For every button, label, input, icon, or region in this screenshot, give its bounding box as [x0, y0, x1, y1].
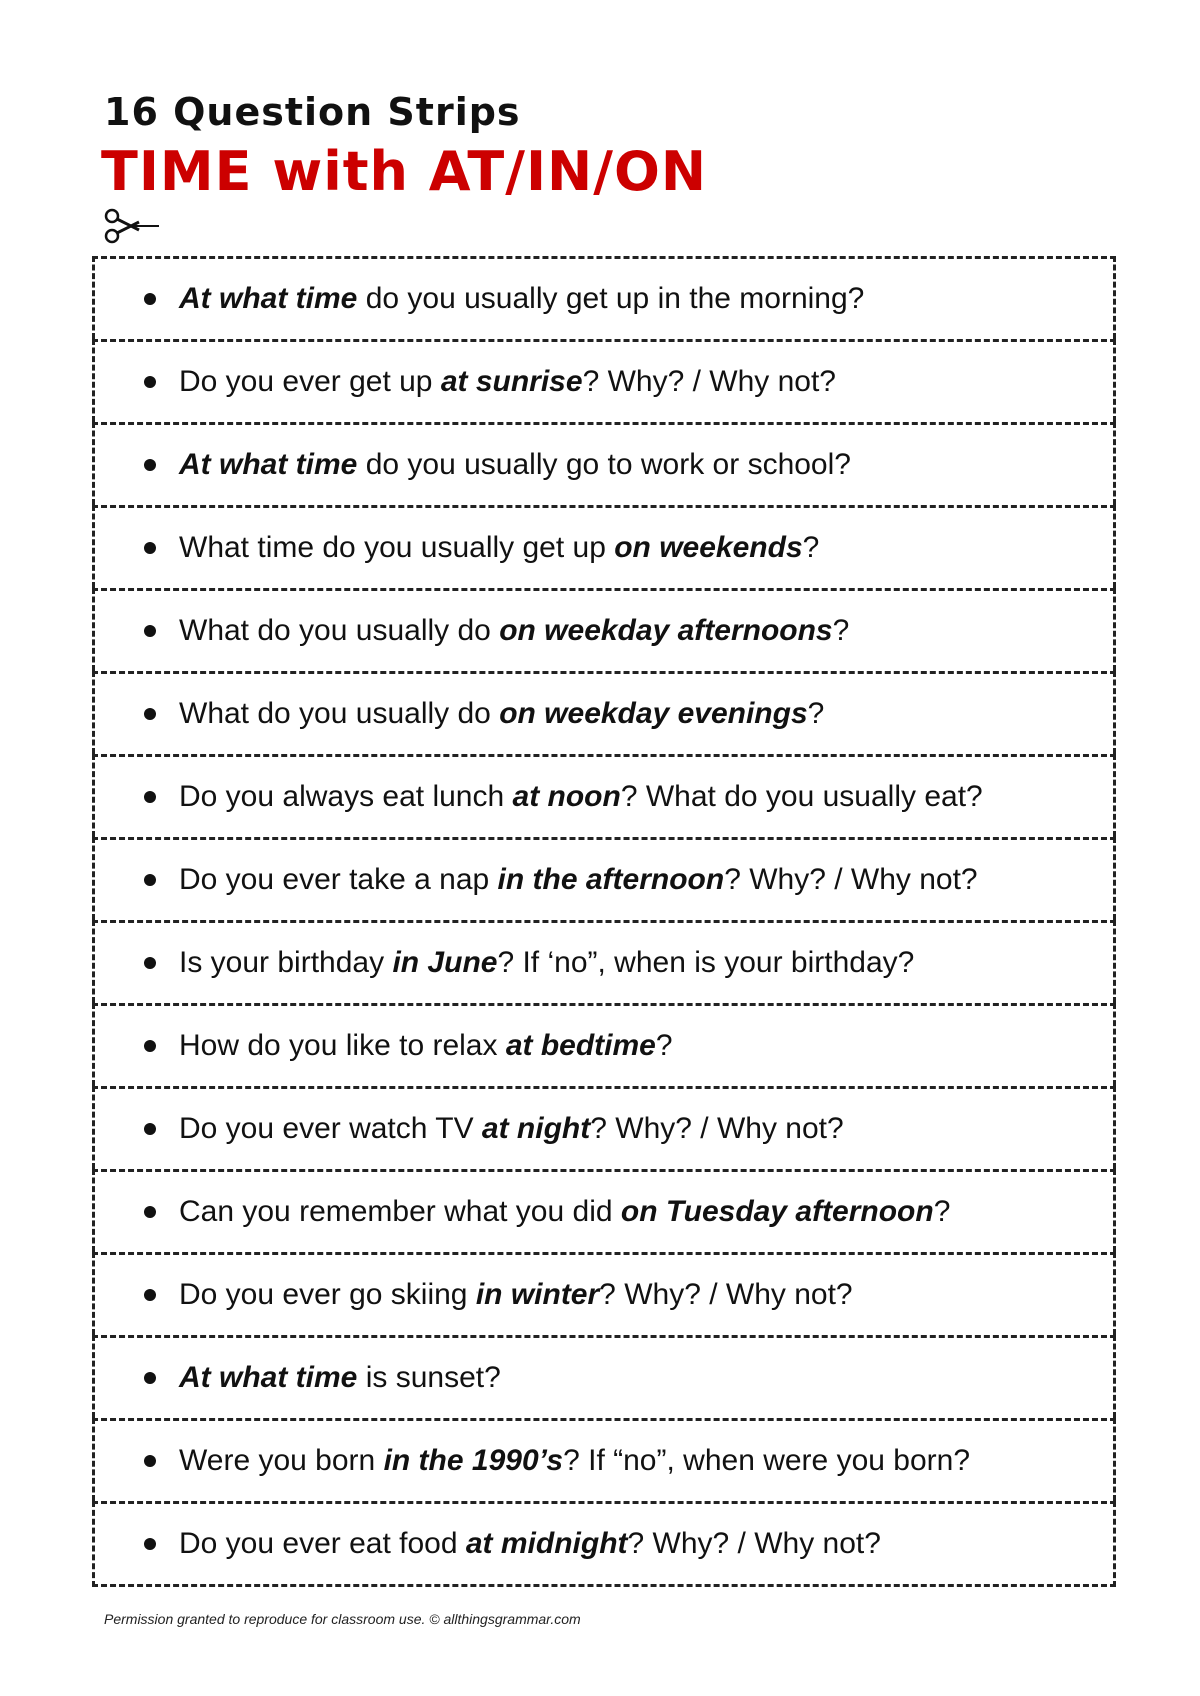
question-text — [179, 281, 864, 317]
time-phrase: at bedtime — [505, 1029, 656, 1062]
time-phrase: in winter — [475, 1278, 600, 1311]
bullet-icon — [144, 625, 156, 637]
time-phrase: At what time — [179, 448, 358, 481]
question-segment: What time do you usually get up — [179, 531, 615, 564]
question-strip — [92, 1086, 1116, 1169]
question-segment: ? Why? / Why not? — [599, 1278, 853, 1311]
question-segment: Do you ever watch TV — [179, 1112, 482, 1145]
bullet-icon — [144, 459, 156, 471]
question-segment: Do you always eat lunch — [179, 780, 513, 813]
question-text — [179, 945, 914, 981]
question-text — [179, 1277, 853, 1313]
question-segment: Is your birthday — [179, 946, 393, 979]
question-segment: Were you born — [179, 1444, 384, 1477]
time-phrase: in the afternoon — [497, 863, 725, 896]
question-segment: ? What do you usually eat? — [620, 780, 983, 813]
time-phrase: at night — [481, 1112, 591, 1145]
question-text — [179, 530, 819, 566]
question-text — [179, 696, 824, 732]
time-phrase: on weekday evenings — [499, 697, 808, 730]
worksheet-title: TIME with AT/IN/ON — [101, 140, 708, 203]
question-strip — [92, 339, 1116, 422]
time-phrase: at midnight — [465, 1527, 628, 1560]
question-segment: What do you usually do — [179, 697, 500, 730]
question-text — [179, 447, 851, 483]
question-strip — [92, 1501, 1116, 1587]
question-segment: ? — [802, 531, 820, 564]
time-phrase: at sunrise — [440, 365, 583, 398]
scissors-icon — [103, 208, 161, 244]
bullet-icon — [144, 1289, 156, 1301]
bullet-icon — [144, 293, 156, 305]
question-segment: ? — [832, 614, 850, 647]
question-text — [179, 1360, 501, 1396]
question-segment: ? Why? / Why not? — [590, 1112, 844, 1145]
question-strip — [92, 256, 1116, 339]
question-segment: ? — [807, 697, 825, 730]
question-strip — [92, 1252, 1116, 1335]
time-phrase: At what time — [179, 1361, 358, 1394]
time-phrase: on weekday afternoons — [499, 614, 833, 647]
question-segment: Can you remember what you did — [179, 1195, 621, 1228]
time-phrase: on Tuesday afternoon — [620, 1195, 934, 1228]
question-strip — [92, 1003, 1116, 1086]
bullet-icon — [144, 376, 156, 388]
question-strip — [92, 754, 1116, 837]
question-text — [179, 779, 983, 815]
worksheet-subtitle: 16 Question Strips — [104, 90, 521, 134]
question-segment: is sunset? — [357, 1361, 501, 1394]
time-phrase: on weekends — [614, 531, 803, 564]
question-strip — [92, 588, 1116, 671]
time-phrase: at noon — [512, 780, 621, 813]
question-segment: ? Why? / Why not? — [582, 365, 836, 398]
question-strip — [92, 837, 1116, 920]
bullet-icon — [144, 1538, 156, 1550]
question-strip — [92, 505, 1116, 588]
question-segment: Do you ever eat food — [179, 1527, 466, 1560]
question-text — [179, 862, 978, 898]
question-strip — [92, 671, 1116, 754]
bullet-icon — [144, 874, 156, 886]
question-segment: What do you usually do — [179, 614, 500, 647]
question-segment: ? — [655, 1029, 673, 1062]
question-strip — [92, 920, 1116, 1003]
question-text — [179, 613, 849, 649]
question-text — [179, 364, 836, 400]
question-strip — [92, 1418, 1116, 1501]
question-segment: do you usually go to work or school? — [357, 448, 851, 481]
bullet-icon — [144, 1206, 156, 1218]
bullet-icon — [144, 791, 156, 803]
question-text — [179, 1028, 673, 1064]
bullet-icon — [144, 1455, 156, 1467]
bullet-icon — [144, 1040, 156, 1052]
bullet-icon — [144, 957, 156, 969]
question-segment: Do you ever take a nap — [179, 863, 498, 896]
question-strip — [92, 422, 1116, 505]
time-phrase: in June — [392, 946, 498, 979]
question-segment: do you usually get up in the morning? — [357, 282, 865, 315]
bullet-icon — [144, 542, 156, 554]
question-segment: ? If ‘no”, when is your birthday? — [497, 946, 915, 979]
question-text — [179, 1111, 844, 1147]
time-phrase: in the 1990’s — [383, 1444, 564, 1477]
question-text — [179, 1526, 881, 1562]
question-strip — [92, 1335, 1116, 1418]
question-strips — [92, 256, 1116, 1587]
question-strip — [92, 1169, 1116, 1252]
bullet-icon — [144, 1372, 156, 1384]
footer-permission: Permission granted to reproduce for classroom use. © allthingsgrammar.com — [104, 1611, 581, 1627]
question-segment: Do you ever get up — [179, 365, 441, 398]
question-segment: ? Why? / Why not? — [724, 863, 978, 896]
time-phrase: At what time — [179, 282, 358, 315]
question-segment: ? — [933, 1195, 951, 1228]
bullet-icon — [144, 708, 156, 720]
question-text — [179, 1194, 950, 1230]
question-text — [179, 1443, 970, 1479]
question-segment: How do you like to relax — [179, 1029, 506, 1062]
question-segment: Do you ever go skiing — [179, 1278, 476, 1311]
question-segment: ? Why? / Why not? — [627, 1527, 881, 1560]
question-segment: ? If “no”, when were you born? — [563, 1444, 970, 1477]
bullet-icon — [144, 1123, 156, 1135]
